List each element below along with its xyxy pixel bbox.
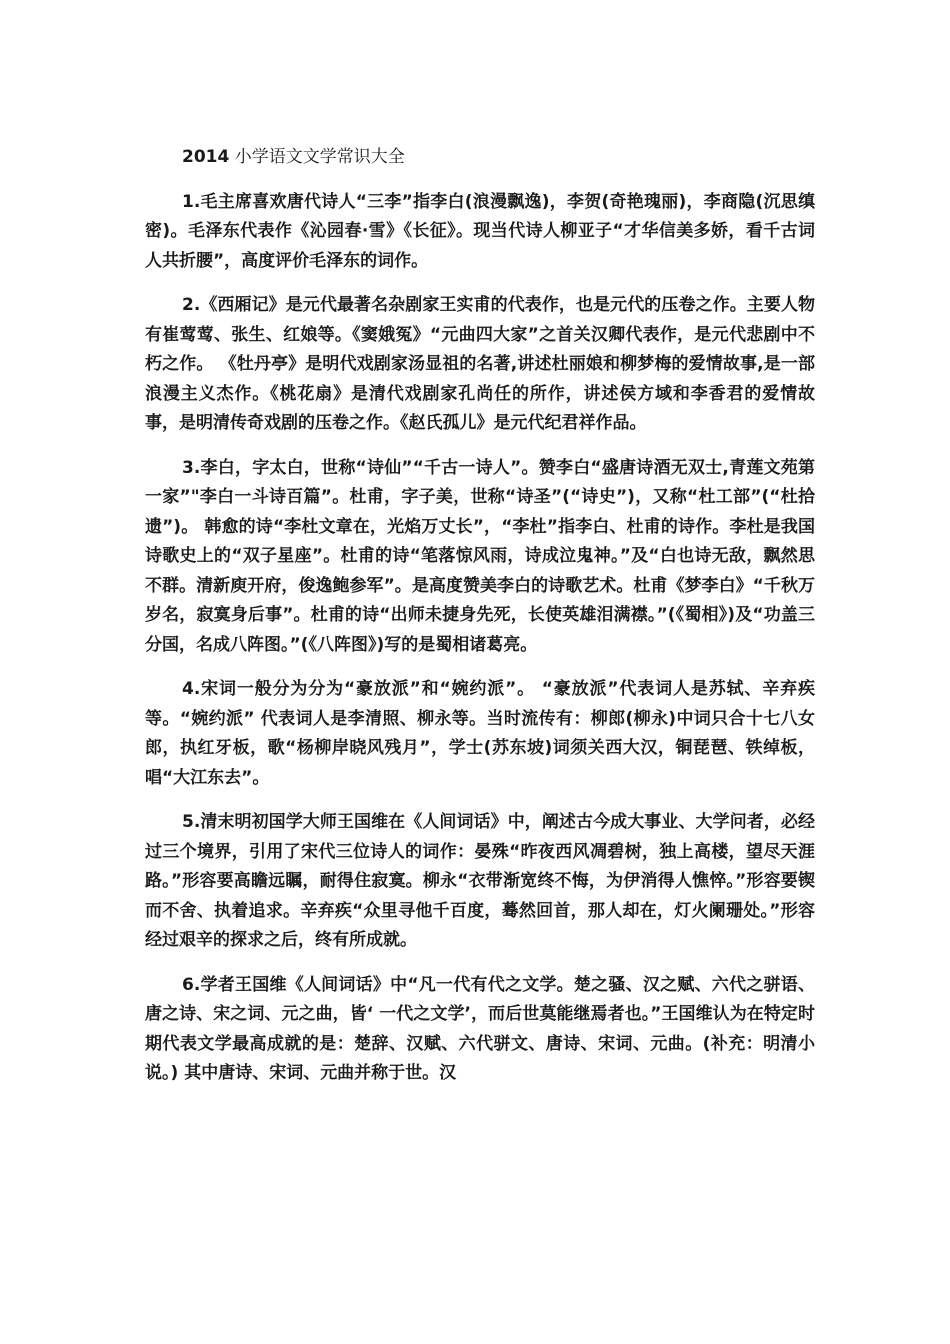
- paragraph-1: 1.毛主席喜欢唐代诗人“三李”指李白(浪漫飘逸)，李贺(奇艳瑰丽)，李商隐(沉思缜密)。毛泽东代表作《沁园春·雪》《长征》。现当代诗人柳亚子“才华信美多娇，看千古词人共折腰”，高度评价毛泽东的词作。: [145, 191, 815, 271]
- paragraph-2: 2.《西厢记》是元代最著名杂剧家王实甫的代表作，也是元代的压卷之作。主要人物有崔莺莺、张生、红娘等。《窦娥冤》“元曲四大家”之首关汉卿代表作，是元代悲剧中不朽之作。 《牡丹亭》是明代戏剧家汤显祖的名著,讲述杜丽娘和柳梦梅的爱情故事,是一部浪漫主义杰作。《桃花扇》是清代戏剧家孔尚任的所作，讲述侯方域和李香君的爱情故事，是明清传奇戏剧的压卷之作。《赵氏孤儿》是元代纪君祥作品。: [145, 295, 815, 433]
- paragraph-4: 4.宋词一般分为分为“豪放派”和“婉约派”。 “豪放派”代表词人是苏轼、辛弃疾等。“婉约派” 代表词人是李清照、柳永等。当时流传有：柳郎(柳永)中词只合十七八女郎，执红牙板，歌“杨柳岸晓风残月”，学士(苏东坡)词须关西大汉，铜琵琶、铁绰板，唱“大江东去”。: [145, 679, 815, 788]
- title-year: 2014: [182, 147, 230, 167]
- document-body: [145, 143, 815, 1104]
- paragraph-5: 5.清末明初国学大师王国维在《人间词话》中，阐述古今成大事业、大学问者，必经过三个境界，引用了宋代三位诗人的词作：晏殊“昨夜西风凋碧树，独上高楼，望尽天涯路。”形容要高瞻远瞩，耐得住寂寞。柳永“衣带渐宽终不悔，为伊消得人憔悴。”形容要锲而不舍、执着追求。辛弃疾“众里寻他千百度，蓦然回首，那人却在，灯火阑珊处。”形容经过艰辛的探求之后，终有所成就。: [145, 812, 815, 950]
- title-text: 小学语文文学常识大全: [234, 147, 405, 167]
- paragraph-6: 6.学者王国维《人间词话》中“凡一代有代之文学。楚之骚、汉之赋、六代之骈语、唐之诗、宋之词、元之曲，皆‘ 一代之文学’，而后世莫能继焉者也。”王国维认为在特定时期代表文学最高成就的是：楚辞、汉赋、六代骈文、唐诗、宋词、元曲。(补充：明清小说。) 其中唐诗、宋词、元曲并称于世。汉: [145, 974, 815, 1083]
- paragraph-3: 3.李白，字太白，世称“诗仙”“千古一诗人”。赞李白“盛唐诗酒无双士,青莲文苑第一家”"李白一斗诗百篇”。杜甫，字子美，世称“诗圣”(“诗史”)，又称“杜工部”(“杜拾遗”)。 韩愈的诗“李杜文章在，光焰万丈长”，“李杜”指李白、杜甫的诗作。李杜是我国诗歌史上的“双子星座”。杜甫的诗“笔落惊风雨，诗成泣鬼神。”及“白也诗无敌，飘然思不群。清新庾开府，俊逸鲍参军”。是高度赞美李白的诗歌艺术。杜甫《梦李白》“千秋万岁名，寂寞身后事”。杜甫的诗“出师未捷身先死，长使英雄泪满襟。”(《蜀相》)及“功盖三分国，名成八阵图。”(《八阵图》)写的是蜀相诸葛亮。: [145, 457, 815, 655]
- document-title: [145, 143, 815, 173]
